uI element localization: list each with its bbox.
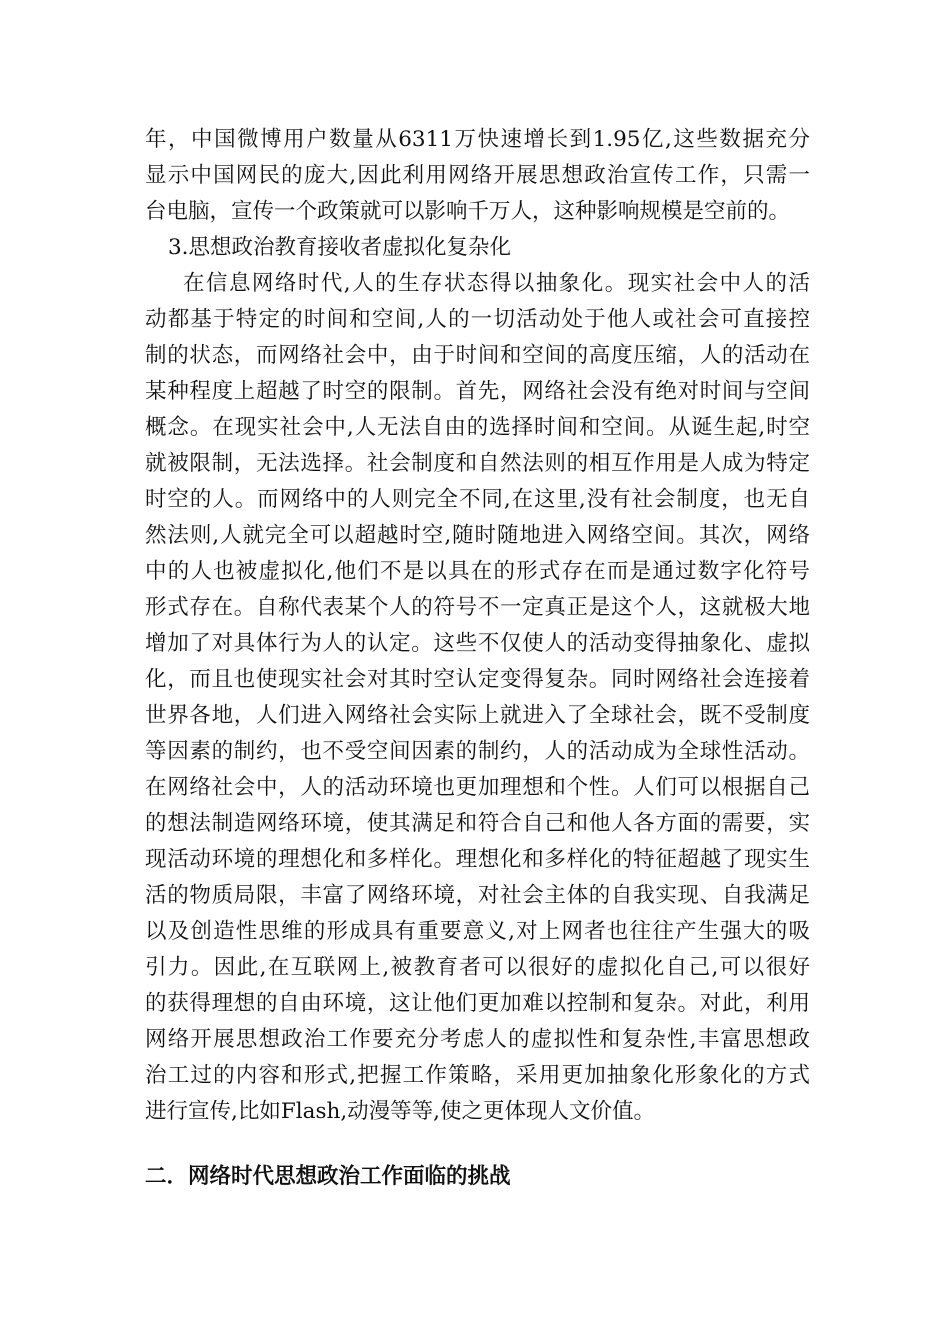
text-line: 制的状态，而网络社会中，由于时间和空间的高度压缩，人的活动在 — [145, 343, 810, 368]
section-3-heading: 3.思想政治教育接收者虚拟化复杂化 — [168, 235, 512, 260]
text-line: 现活动环境的理想化和多样化。理想化和多样化的特征超越了现实生 — [145, 847, 810, 872]
text-line: 以及创造性思维的形成具有重要意义,对上网者也往往产生强大的吸 — [145, 919, 810, 944]
text-line: 网络开展思想政治工作要充分考虑人的虚拟性和复杂性,丰富思想政 — [145, 1027, 810, 1052]
text-line: 的获得理想的自由环境，这让他们更加难以控制和复杂。对此，利用 — [145, 991, 810, 1016]
text-line: 活的物质局限，丰富了网络环境，对社会主体的自我实现、自我满足 — [145, 883, 810, 908]
text-line: 进行宣传,比如Flash,动漫等等,使之更体现人文价值。 — [145, 1099, 655, 1124]
section-2-heading: 二．网络时代思想政治工作面临的挑战 — [145, 1164, 511, 1189]
text-line: 增加了对具体行为人的认定。这些不仅使人的活动变得抽象化、虚拟 — [145, 631, 810, 656]
text-line: 形式存在。自称代表某个人的符号不一定真正是这个人，这就极大地 — [145, 595, 810, 620]
text-line: 年，中国微博用户数量从6311万快速增长到1.95亿,这些数据充分 — [145, 127, 810, 152]
text-line: 概念。在现实社会中,人无法自由的选择时间和空间。从诞生起,时空 — [145, 415, 810, 440]
text-line: 台电脑，宣传一个政策就可以影响千万人，这种影响规模是空前的。 — [145, 199, 791, 224]
text-line: 动都基于特定的时间和空间,人的一切活动处于他人或社会可直接控 — [145, 307, 810, 332]
text-line: 就被限制，无法选择。社会制度和自然法则的相互作用是人成为特定 — [145, 451, 810, 476]
text-line: 的想法制造网络环境，使其满足和符合自己和他人各方面的需要，实 — [145, 811, 810, 836]
text-line: 时空的人。而网络中的人则完全不同,在这里,没有社会制度，也无自 — [145, 487, 810, 512]
text-line: 中的人也被虚拟化,他们不是以具在的形式存在而是通过数字化符号 — [145, 559, 810, 584]
text-line: 化，而且也使现实社会对其时空认定变得复杂。同时网络社会连接着 — [145, 667, 810, 692]
text-line: 世界各地，人们进入网络社会实际上就进入了全球社会，既不受制度 — [145, 703, 810, 728]
text-line: 引力。因此,在互联网上,被教育者可以很好的虚拟化自己,可以很好 — [145, 955, 810, 980]
text-line: 治工过的内容和形式,把握工作策略，采用更加抽象化形象化的方式 — [145, 1063, 810, 1088]
text-line: 等因素的制约，也不受空间因素的制约，人的活动成为全球性活动。 — [145, 739, 810, 764]
text-line: 然法则,人就完全可以超越时空,随时随地进入网络空间。其次，网络 — [145, 523, 810, 548]
text-line: 在信息网络时代,人的生存状态得以抽象化。现实社会中人的活 — [183, 271, 810, 296]
text-line: 在网络社会中，人的活动环境也更加理想和个性。人们可以根据自己 — [145, 775, 810, 800]
text-line: 某种程度上超越了时空的限制。首先，网络社会没有绝对时间与空间 — [145, 379, 810, 404]
text-line: 显示中国网民的庞大,因此利用网络开展思想政治宣传工作，只需一 — [145, 163, 810, 188]
